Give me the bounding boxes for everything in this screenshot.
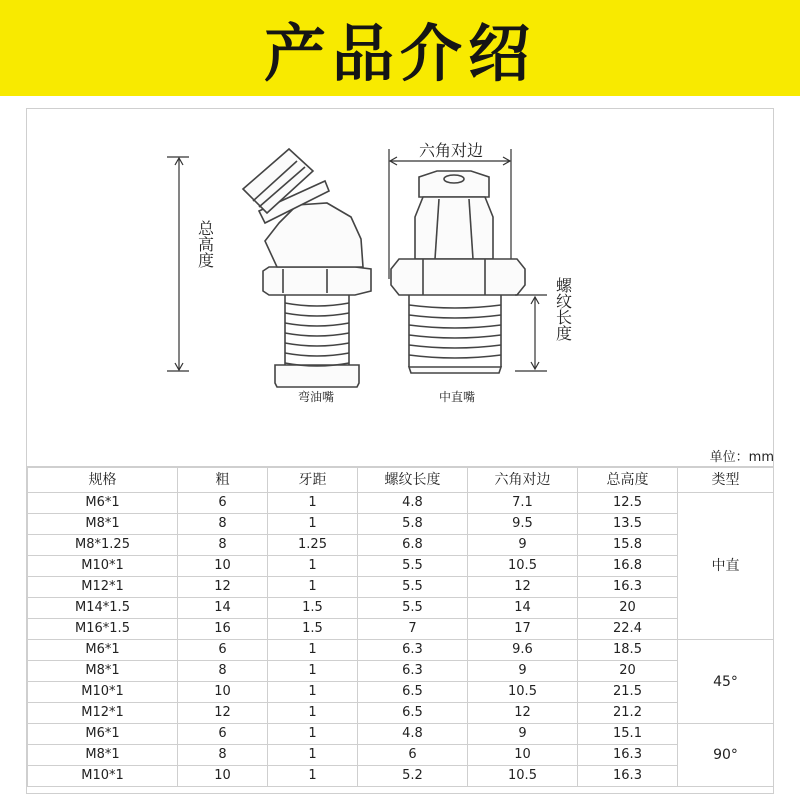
table-cell: 5.5 (358, 556, 468, 577)
table-cell: 16.8 (578, 556, 678, 577)
table-cell: 1 (268, 661, 358, 682)
table-cell: 10.5 (468, 556, 578, 577)
table-cell: M12*1 (28, 577, 178, 598)
table-row (28, 577, 774, 598)
table-cell: 12 (468, 703, 578, 724)
type-cell: 45° (678, 640, 774, 724)
table-cell: M16*1.5 (28, 619, 178, 640)
fittings-drawing (27, 109, 773, 441)
table-cell: 21.5 (578, 682, 678, 703)
table-header-row (28, 468, 774, 493)
table-cell: 20 (578, 661, 678, 682)
table-row (28, 493, 774, 514)
table-cell: 6 (178, 493, 268, 514)
table-cell: 6 (178, 640, 268, 661)
table-cell: 1.25 (268, 535, 358, 556)
table-cell: 22.4 (578, 619, 678, 640)
table-cell: M14*1.5 (28, 598, 178, 619)
table-cell: 6.3 (358, 640, 468, 661)
table-cell: 16.3 (578, 766, 678, 787)
table-cell: 1 (268, 766, 358, 787)
table-cell: 9 (468, 724, 578, 745)
table-cell: M6*1 (28, 724, 178, 745)
table-row (28, 556, 774, 577)
table-cell: 7.1 (468, 493, 578, 514)
table-cell: 1.5 (268, 598, 358, 619)
type-cell: 90° (678, 724, 774, 787)
table-cell: 20 (578, 598, 678, 619)
elbow-fitting-icon (243, 149, 371, 387)
table-row (28, 703, 774, 724)
table-row (28, 598, 774, 619)
table-cell: 15.1 (578, 724, 678, 745)
column-header: 粗 (178, 468, 268, 493)
table-cell: 13.5 (578, 514, 678, 535)
table-cell: 6.8 (358, 535, 468, 556)
table-cell: 1 (268, 640, 358, 661)
height-dimension (167, 157, 189, 371)
type-cell: 中直 (678, 493, 774, 640)
table-cell: 10 (468, 745, 578, 766)
table-cell: 5.2 (358, 766, 468, 787)
unit-label: 单位：mm (709, 450, 774, 465)
table-cell: 9.6 (468, 640, 578, 661)
table-cell: 5.5 (358, 577, 468, 598)
elbow-caption: 弯油嘴 (297, 390, 335, 404)
table-cell: 15.8 (578, 535, 678, 556)
column-header: 牙距 (268, 468, 358, 493)
table-cell: M8*1.25 (28, 535, 178, 556)
spec-table (27, 467, 774, 787)
table-cell: M6*1 (28, 493, 178, 514)
table-cell: 9 (468, 535, 578, 556)
table-cell: M10*1 (28, 682, 178, 703)
height-label: 总高度 (195, 220, 215, 268)
table-cell: M6*1 (28, 640, 178, 661)
table-cell: 8 (178, 661, 268, 682)
table-cell: 16.3 (578, 577, 678, 598)
column-header: 总高度 (578, 468, 678, 493)
thread-dimension (515, 295, 547, 371)
table-cell: 17 (468, 619, 578, 640)
table-cell: 1 (268, 724, 358, 745)
table-cell: 12.5 (578, 493, 678, 514)
table-cell: 10 (178, 766, 268, 787)
table-cell: 1 (268, 514, 358, 535)
table-cell: 10.5 (468, 682, 578, 703)
hex-label: 六角对边 (418, 141, 484, 160)
table-cell: M10*1 (28, 766, 178, 787)
table-cell: 12 (468, 577, 578, 598)
table-cell: 12 (178, 703, 268, 724)
table-cell: 1 (268, 703, 358, 724)
table-row (28, 514, 774, 535)
table-cell: 5.8 (358, 514, 468, 535)
column-header: 规格 (28, 468, 178, 493)
table-row (28, 661, 774, 682)
table-row (28, 766, 774, 787)
table-cell: 9.5 (468, 514, 578, 535)
table-cell: 6.3 (358, 661, 468, 682)
table-cell: M8*1 (28, 745, 178, 766)
table-cell: 7 (358, 619, 468, 640)
table-cell: 8 (178, 535, 268, 556)
page-title: 产品介绍 (263, 16, 536, 90)
table-cell: 6.5 (358, 682, 468, 703)
table-row (28, 640, 774, 661)
product-illustration (27, 109, 773, 441)
table-cell: 14 (178, 598, 268, 619)
table-row (28, 619, 774, 640)
table-cell: M8*1 (28, 514, 178, 535)
table-cell: 16 (178, 619, 268, 640)
table-row (28, 724, 774, 745)
table-cell: 10.5 (468, 766, 578, 787)
table-cell: 10 (178, 556, 268, 577)
table-cell: 16.3 (578, 745, 678, 766)
table-cell: 1 (268, 682, 358, 703)
table-cell: 1 (268, 745, 358, 766)
table-cell: 8 (178, 514, 268, 535)
table-cell: 12 (178, 577, 268, 598)
table-row (28, 745, 774, 766)
table-row (28, 535, 774, 556)
table-cell: M8*1 (28, 661, 178, 682)
table-cell: 1 (268, 577, 358, 598)
table-cell: 21.2 (578, 703, 678, 724)
column-header: 六角对边 (468, 468, 578, 493)
table-cell: 10 (178, 682, 268, 703)
table-cell: 6 (358, 745, 468, 766)
column-header: 类型 (678, 468, 774, 493)
table-cell: 1 (268, 556, 358, 577)
column-header: 螺纹长度 (358, 468, 468, 493)
table-cell: 8 (178, 745, 268, 766)
table-cell: 5.5 (358, 598, 468, 619)
table-cell: 6 (178, 724, 268, 745)
table-cell: 6.5 (358, 703, 468, 724)
table-cell: 1 (268, 493, 358, 514)
table-cell: 14 (468, 598, 578, 619)
table-cell: 9 (468, 661, 578, 682)
thread-label: 螺纹长度 (553, 277, 573, 341)
table-body (28, 493, 774, 787)
straight-caption: 中直嘴 (438, 390, 476, 404)
straight-fitting-icon (391, 171, 525, 373)
table-cell: 4.8 (358, 724, 468, 745)
table-cell: M10*1 (28, 556, 178, 577)
table-cell: 18.5 (578, 640, 678, 661)
table-cell: 1.5 (268, 619, 358, 640)
table-cell: 4.8 (358, 493, 468, 514)
title-banner (0, 0, 800, 96)
table-row (28, 682, 774, 703)
table-cell: M12*1 (28, 703, 178, 724)
